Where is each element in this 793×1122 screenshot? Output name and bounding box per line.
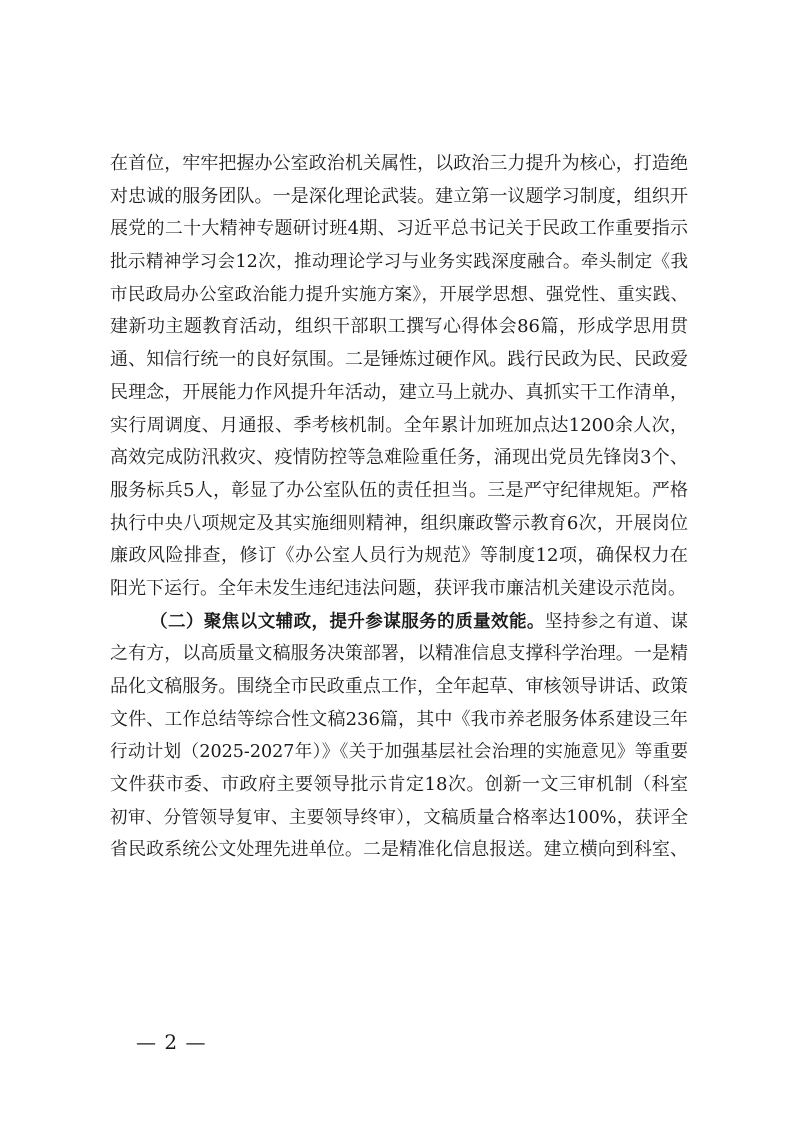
paragraph-1 bbox=[110, 148, 688, 606]
heading-continuation: 坚持参之有道、谋 bbox=[544, 611, 689, 632]
text-line: 建新功主题教育活动，组织干部职工撰写心得体会86篇，形成学思用贯 bbox=[110, 316, 688, 338]
text-line: 行动计划（2025-2027年）》《关于加强基层社会治理的实施意见》等重要 bbox=[110, 742, 688, 763]
text-line: 展党的二十大精神专题研讨班4期、习近平总书记关于民政工作重要指示 bbox=[110, 218, 688, 240]
section-heading: （二）聚焦以文辅政，提升参谋服务的质量效能。 bbox=[150, 611, 545, 632]
text-line: 阳光下运行。全年未发生违纪违法问题，获评我市廉洁机关建设示范岗。 bbox=[110, 577, 686, 599]
paragraph-2 bbox=[110, 606, 688, 868]
text-line: 省民政系统公文处理先进单位。二是精准化信息报送。建立横向到科室、 bbox=[110, 839, 688, 861]
text-line: 文件、工作总结等综合性文稿236篇，其中《我市养老服务体系建设三年 bbox=[110, 708, 688, 730]
paragraph-first-line bbox=[110, 606, 688, 639]
text-line: 之有方，以高质量文稿服务决策部署，以精准信息支撑科学治理。一是精 bbox=[110, 643, 688, 665]
document-body bbox=[110, 148, 688, 867]
page-number: — 2 — bbox=[136, 1030, 207, 1054]
text-line: 品化文稿服务。围绕全市民政重点工作，全年起草、审核领导讲话、政策 bbox=[110, 676, 688, 697]
text-line: 在首位，牢牢把握办公室政治机关属性，以政治三力提升为核心，打造绝 bbox=[110, 153, 688, 174]
text-line: 市民政局办公室政治能力提升实施方案》，开展学思想、强党性、重实践、 bbox=[110, 284, 688, 305]
text-line: 实行周调度、月通报、季考核机制。全年累计加班加点达1200余人次， bbox=[110, 414, 688, 436]
text-line: 对忠诚的服务团队。一是深化理论武装。建立第一议题学习制度，组织开 bbox=[110, 185, 688, 207]
text-line: 高效完成防汛救灾、疫情防控等急难险重任务，涌现出党员先锋岗3个、 bbox=[110, 447, 688, 469]
text-line: 民理念，开展能力作风提升年活动，建立马上就办、真抓实干工作清单， bbox=[110, 381, 688, 403]
text-line: 批示精神学习会12次，推动理论学习与业务实践深度融合。牵头制定《我 bbox=[110, 252, 688, 273]
text-line: 通、知信行统一的良好氛围。二是锤炼过硬作风。践行民政为民、民政爱 bbox=[110, 349, 688, 371]
text-line: 文件获市委、市政府主要领导批示肯定18次。创新一文三审机制（科室 bbox=[110, 774, 688, 796]
text-line: 执行中央八项规定及其实施细则精神，组织廉政警示教育6次，开展岗位 bbox=[110, 512, 688, 534]
text-line: 初审、分管领导复审、主要领导终审），文稿质量合格率达100%，获评全 bbox=[110, 807, 688, 828]
text-line: 廉政风险排查，修订《办公室人员行为规范》等制度12项，确保权力在 bbox=[110, 545, 688, 567]
text-line: 服务标兵5人，彰显了办公室队伍的责任担当。三是严守纪律规矩。严格 bbox=[110, 479, 688, 501]
